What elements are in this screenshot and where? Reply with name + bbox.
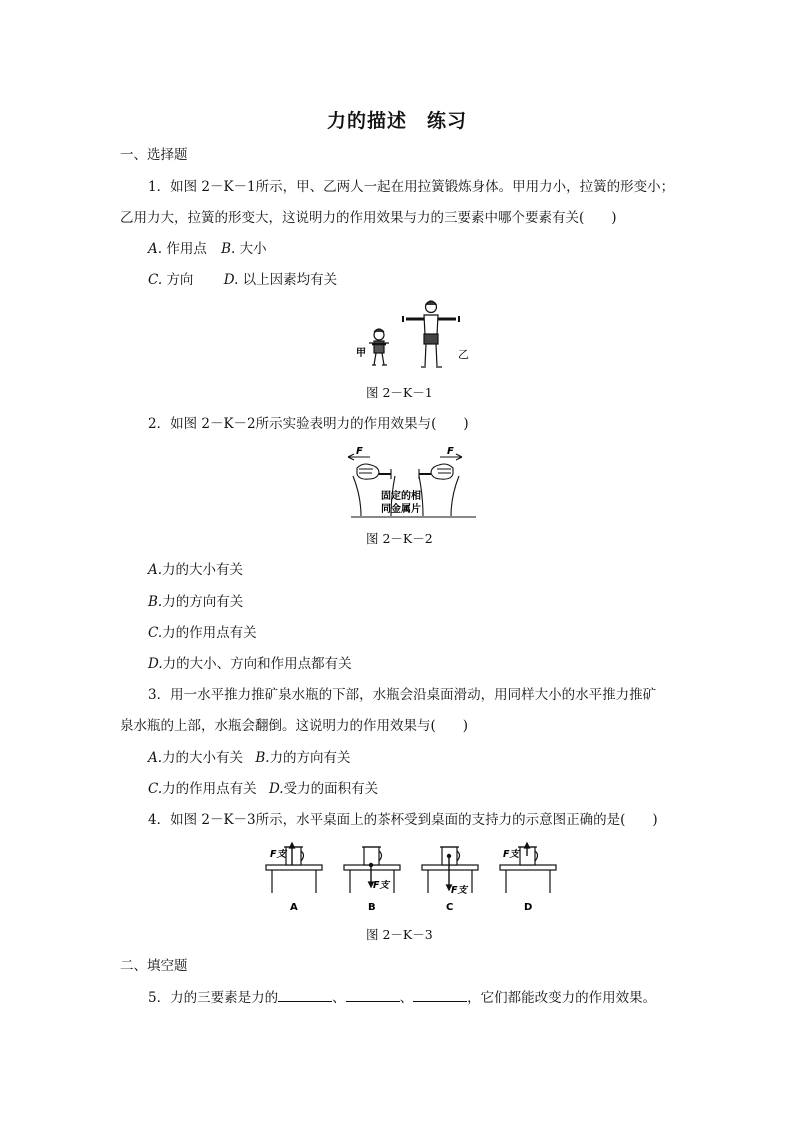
q3-option-d-text: 受力的面积有关	[283, 781, 379, 797]
metal-label-line2: 同金属片	[381, 504, 421, 515]
q2-option-d-text: 力的大小、方向和作用点都有关	[162, 656, 352, 672]
force-label-left: F	[356, 446, 363, 457]
q1-options-row1	[148, 240, 267, 258]
force-label-c: F支	[451, 885, 467, 896]
q2-option-a-text: 力的大小有关	[162, 562, 244, 578]
force-label-d: F支	[503, 849, 519, 860]
q5-separator-1: 、	[332, 990, 346, 1006]
panel-letter-d: D	[524, 902, 533, 913]
figure-spring-exercisers	[350, 296, 480, 376]
q3-options-row2	[148, 780, 378, 798]
q2-option-b-text: 力的方向有关	[162, 594, 244, 610]
q3-option-a-letter: A.	[148, 750, 163, 766]
label-yi: 乙	[458, 348, 469, 361]
q1-option-d-letter: D.	[223, 272, 239, 288]
hand-left	[357, 464, 379, 479]
hand-right	[431, 464, 453, 479]
panel-c	[422, 847, 478, 893]
figure-caption-2k2: 图 2－K－2	[366, 531, 433, 546]
q1-option-a-letter: A.	[148, 241, 163, 257]
q2-option-a-letter: A.	[148, 562, 163, 578]
force-label-b: F支	[373, 880, 389, 891]
panel-letter-b: B	[368, 902, 376, 913]
q3-option-a-text: 力的大小有关	[162, 750, 244, 766]
q1-option-c-text: 方向	[166, 272, 194, 288]
q2-option-b	[148, 593, 243, 611]
q3-option-c-text: 力的作用点有关	[162, 781, 257, 797]
q1-option-b-text: 大小	[239, 241, 267, 257]
q5-text-part2: ，它们都能改变力的作用效果。	[467, 990, 657, 1006]
q1-option-d-text: 以上因素均有关	[242, 272, 338, 288]
q4-stem: 4．如图 2－K－3所示，水平桌面上的茶杯受到桌面的支持力的示意图正确的是( )	[148, 812, 658, 828]
q1-option-c-letter: C.	[148, 272, 163, 288]
section-heading-choice: 一、选择题	[120, 147, 188, 163]
panel-b	[344, 847, 400, 893]
section-heading-fill: 二、填空题	[120, 958, 188, 974]
q2-option-c-text: 力的作用点有关	[162, 625, 257, 641]
q3-options-row1	[148, 749, 351, 767]
force-label-right: F	[447, 446, 454, 457]
q2-option-b-letter: B.	[148, 594, 163, 610]
q2-option-d-letter: D.	[148, 656, 163, 672]
figure-cup-support-force	[262, 838, 562, 918]
q3-option-c-letter: C.	[148, 781, 163, 797]
metal-label-line1: 固定的相	[381, 491, 421, 502]
child-figure	[369, 329, 389, 365]
q2-option-a	[148, 561, 243, 579]
q5-separator-2: 、	[399, 990, 414, 1006]
q2-stem: 2．如图 2－K－2所示实验表明力的作用效果与( )	[148, 416, 469, 432]
q1-option-b-letter: B.	[221, 241, 236, 257]
q3-stem-line1: 3．用一水平推力推矿泉水瓶的下部，水瓶会沿桌面滑动，用同样大小的水平推力推矿	[148, 687, 657, 703]
page-title: 力的描述 练习	[326, 110, 467, 132]
q5-line	[148, 989, 656, 1007]
q1-option-a-text: 作用点	[166, 241, 207, 257]
q1-stem-line2: 乙用力大，拉簧的形变大，这说明力的作用效果与力的三要素中哪个要素有关( )	[120, 210, 617, 226]
figure-caption-2k3: 图 2－K－3	[366, 927, 433, 942]
q2-option-c-letter: C.	[148, 625, 163, 641]
q2-option-c	[148, 624, 257, 642]
panel-letter-c: C	[446, 902, 454, 913]
q3-option-d-letter: D.	[268, 781, 284, 797]
q3-stem-line2: 泉水瓶的上部，水瓶会翻倒。这说明力的作用效果与( )	[120, 718, 469, 734]
q5-text-part1: 5．力的三要素是力的	[148, 990, 279, 1006]
q2-option-d	[148, 655, 352, 673]
panel-letter-a: A	[290, 902, 298, 913]
q5-blank-1[interactable]	[278, 989, 332, 1002]
q1-options-row2	[148, 271, 337, 289]
q5-blank-3[interactable]	[413, 989, 467, 1002]
q3-option-b-letter: B.	[255, 750, 270, 766]
q1-stem-line1: 1．如图 2－K－1所示，甲、乙两人一起在用拉簧锻炼身体。甲用力小，拉簧的形变小；	[148, 179, 675, 195]
q5-blank-2[interactable]	[346, 989, 400, 1002]
label-jia: 甲	[356, 348, 366, 359]
force-label-a: F支	[270, 849, 286, 860]
adult-figure	[403, 301, 459, 367]
q3-option-b-text: 力的方向有关	[269, 750, 351, 766]
figure-caption-2k1: 图 2－K－1	[366, 385, 433, 400]
figure-hands-metal-strip	[335, 442, 485, 522]
